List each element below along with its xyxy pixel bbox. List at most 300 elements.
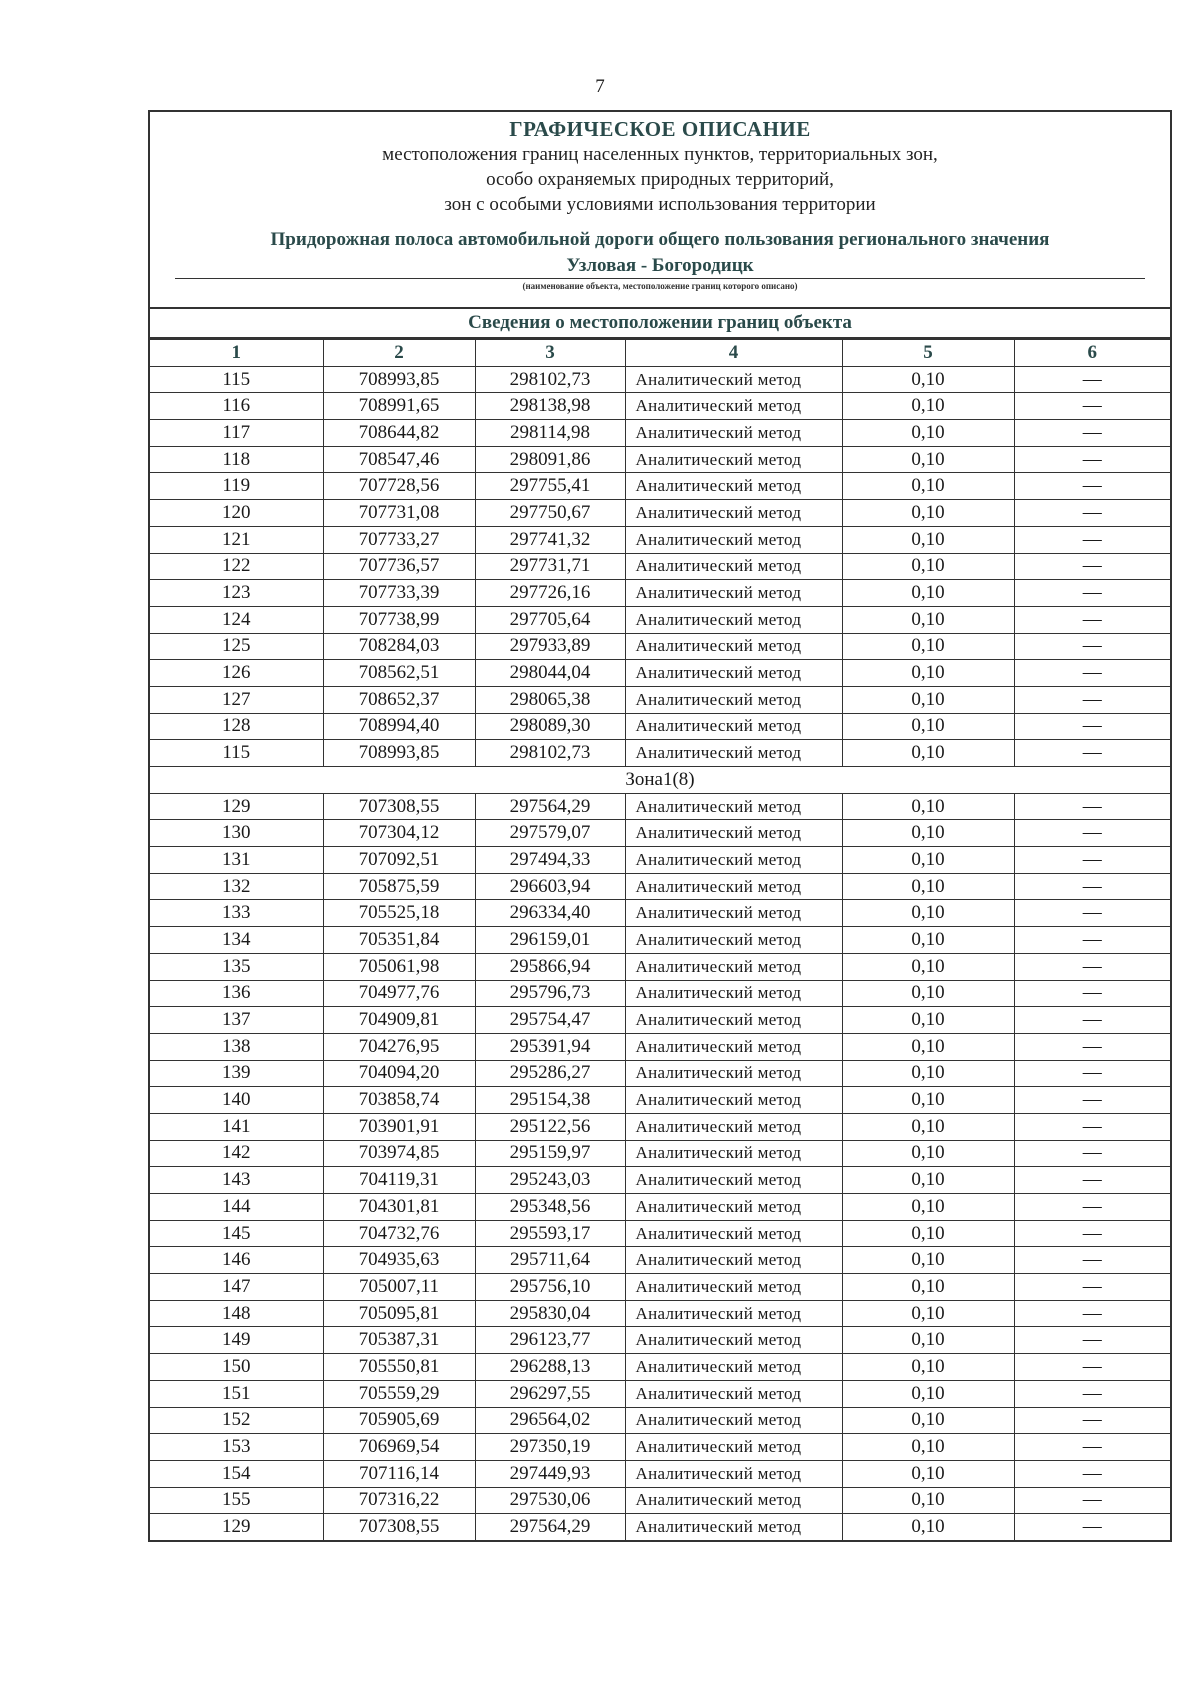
method-cell: Аналитический метод — [625, 1487, 842, 1514]
method-cell: Аналитический метод — [625, 713, 842, 740]
point-number-cell: 134 — [150, 927, 323, 954]
object-name: Придорожная полоса автомобильной дороги общего пользования регионального значения — [270, 229, 1050, 250]
point-number-cell: 122 — [150, 553, 323, 580]
table-row — [150, 1194, 1170, 1221]
description-cell: — — [1014, 1033, 1170, 1060]
method-cell: Аналитический метод — [625, 953, 842, 980]
accuracy-cell: 0,10 — [842, 900, 1014, 927]
point-number-cell: 128 — [150, 713, 323, 740]
accuracy-cell: 0,10 — [842, 446, 1014, 473]
accuracy-cell: 0,10 — [842, 1434, 1014, 1461]
accuracy-cell: 0,10 — [842, 820, 1014, 847]
table-row — [150, 1407, 1170, 1434]
y-coordinate-cell: 296334,40 — [475, 900, 625, 927]
point-number-cell: 151 — [150, 1380, 323, 1407]
x-coordinate-cell: 704301,81 — [323, 1194, 475, 1221]
y-coordinate-cell: 297350,19 — [475, 1434, 625, 1461]
description-cell: — — [1014, 660, 1170, 687]
point-number-cell: 121 — [150, 526, 323, 553]
point-number-cell: 120 — [150, 500, 323, 527]
table-row — [150, 500, 1170, 527]
subtitle-line: зон с особыми условиями использования территории — [444, 194, 876, 215]
method-cell: Аналитический метод — [625, 740, 842, 767]
x-coordinate-cell: 708284,03 — [323, 633, 475, 660]
accuracy-cell: 0,10 — [842, 1113, 1014, 1140]
accuracy-cell: 0,10 — [842, 793, 1014, 820]
x-coordinate-cell: 708994,40 — [323, 713, 475, 740]
x-coordinate-cell: 705351,84 — [323, 927, 475, 954]
description-cell: — — [1014, 633, 1170, 660]
table-row — [150, 580, 1170, 607]
y-coordinate-cell: 297755,41 — [475, 473, 625, 500]
y-coordinate-cell: 295391,94 — [475, 1033, 625, 1060]
point-number-cell: 138 — [150, 1033, 323, 1060]
table-row — [150, 420, 1170, 447]
x-coordinate-cell: 705905,69 — [323, 1407, 475, 1434]
y-coordinate-cell: 298044,04 — [475, 660, 625, 687]
x-coordinate-cell: 707733,27 — [323, 526, 475, 553]
x-coordinate-cell: 707304,12 — [323, 820, 475, 847]
point-number-cell: 131 — [150, 847, 323, 874]
method-cell: Аналитический метод — [625, 1140, 842, 1167]
x-coordinate-cell: 707728,56 — [323, 473, 475, 500]
accuracy-cell: 0,10 — [842, 953, 1014, 980]
x-coordinate-cell: 704276,95 — [323, 1033, 475, 1060]
table-row — [150, 900, 1170, 927]
x-coordinate-cell: 704732,76 — [323, 1220, 475, 1247]
accuracy-cell: 0,10 — [842, 1487, 1014, 1514]
method-cell: Аналитический метод — [625, 873, 842, 900]
x-coordinate-cell: 705387,31 — [323, 1327, 475, 1354]
table-row — [150, 847, 1170, 874]
y-coordinate-cell: 298114,98 — [475, 420, 625, 447]
method-cell: Аналитический метод — [625, 1060, 842, 1087]
table-row — [150, 1113, 1170, 1140]
table-row — [150, 633, 1170, 660]
y-coordinate-cell: 298065,38 — [475, 686, 625, 713]
table-header-row — [150, 340, 1170, 367]
method-cell: Аналитический метод — [625, 500, 842, 527]
x-coordinate-cell: 705550,81 — [323, 1354, 475, 1381]
x-coordinate-cell: 707738,99 — [323, 606, 475, 633]
x-coordinate-cell: 707736,57 — [323, 553, 475, 580]
x-coordinate-cell: 705061,98 — [323, 953, 475, 980]
y-coordinate-cell: 297530,06 — [475, 1487, 625, 1514]
accuracy-cell: 0,10 — [842, 1060, 1014, 1087]
method-cell: Аналитический метод — [625, 1194, 842, 1221]
point-number-cell: 118 — [150, 446, 323, 473]
document-title: ГРАФИЧЕСКОЕ ОПИСАНИЕ — [509, 117, 811, 141]
y-coordinate-cell: 296288,13 — [475, 1354, 625, 1381]
table-row — [150, 980, 1170, 1007]
accuracy-cell: 0,10 — [842, 927, 1014, 954]
point-number-cell: 123 — [150, 580, 323, 607]
table-row — [150, 446, 1170, 473]
point-number-cell: 116 — [150, 393, 323, 420]
description-cell: — — [1014, 900, 1170, 927]
description-cell: — — [1014, 1194, 1170, 1221]
accuracy-cell: 0,10 — [842, 1407, 1014, 1434]
x-coordinate-cell: 707116,14 — [323, 1460, 475, 1487]
point-number-cell: 139 — [150, 1060, 323, 1087]
method-cell: Аналитический метод — [625, 980, 842, 1007]
y-coordinate-cell: 297731,71 — [475, 553, 625, 580]
y-coordinate-cell: 295866,94 — [475, 953, 625, 980]
table-row — [150, 606, 1170, 633]
x-coordinate-cell: 707731,08 — [323, 500, 475, 527]
method-cell: Аналитический метод — [625, 1514, 842, 1541]
point-number-cell: 132 — [150, 873, 323, 900]
zone-label: Зона1(8) — [150, 767, 1170, 794]
point-number-cell: 149 — [150, 1327, 323, 1354]
column-header: 2 — [323, 340, 475, 367]
description-cell: — — [1014, 1460, 1170, 1487]
table-row — [150, 1087, 1170, 1114]
description-cell: — — [1014, 1140, 1170, 1167]
y-coordinate-cell: 297449,93 — [475, 1460, 625, 1487]
method-cell: Аналитический метод — [625, 366, 842, 393]
point-number-cell: 141 — [150, 1113, 323, 1140]
x-coordinate-cell: 707733,39 — [323, 580, 475, 607]
point-number-cell: 129 — [150, 793, 323, 820]
table-row — [150, 366, 1170, 393]
y-coordinate-cell: 296297,55 — [475, 1380, 625, 1407]
accuracy-cell: 0,10 — [842, 1354, 1014, 1381]
accuracy-cell: 0,10 — [842, 1247, 1014, 1274]
table-row — [150, 660, 1170, 687]
method-cell: Аналитический метод — [625, 1247, 842, 1274]
x-coordinate-cell: 707308,55 — [323, 793, 475, 820]
section-title: Сведения о местоположении границ объекта — [150, 309, 1170, 339]
description-cell: — — [1014, 1407, 1170, 1434]
description-cell: — — [1014, 1113, 1170, 1140]
y-coordinate-cell: 298091,86 — [475, 446, 625, 473]
method-cell: Аналитический метод — [625, 526, 842, 553]
accuracy-cell: 0,10 — [842, 393, 1014, 420]
method-cell: Аналитический метод — [625, 1033, 842, 1060]
x-coordinate-cell: 707316,22 — [323, 1487, 475, 1514]
x-coordinate-cell: 708652,37 — [323, 686, 475, 713]
x-coordinate-cell: 708991,65 — [323, 393, 475, 420]
method-cell: Аналитический метод — [625, 1300, 842, 1327]
y-coordinate-cell: 296564,02 — [475, 1407, 625, 1434]
table-row — [150, 820, 1170, 847]
description-cell: — — [1014, 873, 1170, 900]
accuracy-cell: 0,10 — [842, 1033, 1014, 1060]
y-coordinate-cell: 295348,56 — [475, 1194, 625, 1221]
method-cell: Аналитический метод — [625, 793, 842, 820]
x-coordinate-cell: 706969,54 — [323, 1434, 475, 1461]
accuracy-cell: 0,10 — [842, 1274, 1014, 1301]
point-number-cell: 136 — [150, 980, 323, 1007]
description-cell: — — [1014, 820, 1170, 847]
x-coordinate-cell: 708993,85 — [323, 740, 475, 767]
description-cell: — — [1014, 1220, 1170, 1247]
description-cell: — — [1014, 1380, 1170, 1407]
accuracy-cell: 0,10 — [842, 1514, 1014, 1541]
accuracy-cell: 0,10 — [842, 1327, 1014, 1354]
column-header: 1 — [150, 340, 323, 367]
x-coordinate-cell: 703858,74 — [323, 1087, 475, 1114]
method-cell: Аналитический метод — [625, 660, 842, 687]
accuracy-cell: 0,10 — [842, 606, 1014, 633]
accuracy-cell: 0,10 — [842, 1460, 1014, 1487]
point-number-cell: 150 — [150, 1354, 323, 1381]
accuracy-cell: 0,10 — [842, 1087, 1014, 1114]
x-coordinate-cell: 703974,85 — [323, 1140, 475, 1167]
method-cell: Аналитический метод — [625, 420, 842, 447]
point-number-cell: 133 — [150, 900, 323, 927]
table-row — [150, 1380, 1170, 1407]
method-cell: Аналитический метод — [625, 633, 842, 660]
accuracy-cell: 0,10 — [842, 873, 1014, 900]
description-cell: — — [1014, 606, 1170, 633]
y-coordinate-cell: 297564,29 — [475, 1514, 625, 1541]
y-coordinate-cell: 297741,32 — [475, 526, 625, 553]
x-coordinate-cell: 705095,81 — [323, 1300, 475, 1327]
description-cell: — — [1014, 1060, 1170, 1087]
description-cell: — — [1014, 1514, 1170, 1541]
y-coordinate-cell: 297579,07 — [475, 820, 625, 847]
subtitle-line: особо охраняемых природных территорий, — [486, 169, 834, 190]
accuracy-cell: 0,10 — [842, 473, 1014, 500]
table-row — [150, 1033, 1170, 1060]
method-cell: Аналитический метод — [625, 686, 842, 713]
description-cell: — — [1014, 526, 1170, 553]
point-number-cell: 153 — [150, 1434, 323, 1461]
table-row — [150, 873, 1170, 900]
method-cell: Аналитический метод — [625, 927, 842, 954]
x-coordinate-cell: 705559,29 — [323, 1380, 475, 1407]
point-number-cell: 126 — [150, 660, 323, 687]
y-coordinate-cell: 296603,94 — [475, 873, 625, 900]
table-row — [150, 1487, 1170, 1514]
point-number-cell: 137 — [150, 1007, 323, 1034]
accuracy-cell: 0,10 — [842, 1194, 1014, 1221]
method-cell: Аналитический метод — [625, 1113, 842, 1140]
x-coordinate-cell: 705875,59 — [323, 873, 475, 900]
method-cell: Аналитический метод — [625, 473, 842, 500]
y-coordinate-cell: 297564,29 — [475, 793, 625, 820]
point-number-cell: 155 — [150, 1487, 323, 1514]
column-header: 4 — [625, 340, 842, 367]
document-header — [150, 112, 1170, 309]
point-number-cell: 143 — [150, 1167, 323, 1194]
method-cell: Аналитический метод — [625, 446, 842, 473]
x-coordinate-cell: 704935,63 — [323, 1247, 475, 1274]
method-cell: Аналитический метод — [625, 1407, 842, 1434]
y-coordinate-cell: 297726,16 — [475, 580, 625, 607]
point-number-cell: 154 — [150, 1460, 323, 1487]
page-number: 7 — [595, 76, 605, 97]
table-row — [150, 686, 1170, 713]
x-coordinate-cell: 705007,11 — [323, 1274, 475, 1301]
y-coordinate-cell: 295711,64 — [475, 1247, 625, 1274]
method-cell: Аналитический метод — [625, 1354, 842, 1381]
table-row — [150, 1060, 1170, 1087]
subtitle-line: местоположения границ населенных пунктов, территориальных зон, — [382, 144, 938, 165]
description-cell: — — [1014, 713, 1170, 740]
y-coordinate-cell: 295754,47 — [475, 1007, 625, 1034]
y-coordinate-cell: 295796,73 — [475, 980, 625, 1007]
point-number-cell: 148 — [150, 1300, 323, 1327]
table-row — [150, 1220, 1170, 1247]
method-cell: Аналитический метод — [625, 1380, 842, 1407]
point-number-cell: 129 — [150, 1514, 323, 1541]
point-number-cell: 147 — [150, 1274, 323, 1301]
description-cell: — — [1014, 1007, 1170, 1034]
accuracy-cell: 0,10 — [842, 633, 1014, 660]
y-coordinate-cell: 298089,30 — [475, 713, 625, 740]
description-cell: — — [1014, 1354, 1170, 1381]
method-cell: Аналитический метод — [625, 820, 842, 847]
description-cell: — — [1014, 980, 1170, 1007]
x-coordinate-cell: 708547,46 — [323, 446, 475, 473]
description-cell: — — [1014, 500, 1170, 527]
accuracy-cell: 0,10 — [842, 1167, 1014, 1194]
y-coordinate-cell: 298102,73 — [475, 366, 625, 393]
document-frame — [148, 110, 1172, 1542]
method-cell: Аналитический метод — [625, 1087, 842, 1114]
zone-row — [150, 767, 1170, 794]
point-number-cell: 152 — [150, 1407, 323, 1434]
method-cell: Аналитический метод — [625, 393, 842, 420]
method-cell: Аналитический метод — [625, 847, 842, 874]
description-cell: — — [1014, 1247, 1170, 1274]
description-cell: — — [1014, 420, 1170, 447]
y-coordinate-cell: 296159,01 — [475, 927, 625, 954]
description-cell: — — [1014, 366, 1170, 393]
accuracy-cell: 0,10 — [842, 1380, 1014, 1407]
table-row — [150, 927, 1170, 954]
accuracy-cell: 0,10 — [842, 1300, 1014, 1327]
accuracy-cell: 0,10 — [842, 526, 1014, 553]
method-cell: Аналитический метод — [625, 553, 842, 580]
point-number-cell: 135 — [150, 953, 323, 980]
accuracy-cell: 0,10 — [842, 1007, 1014, 1034]
point-number-cell: 119 — [150, 473, 323, 500]
y-coordinate-cell: 295122,56 — [475, 1113, 625, 1140]
description-cell: — — [1014, 473, 1170, 500]
point-number-cell: 125 — [150, 633, 323, 660]
point-number-cell: 144 — [150, 1194, 323, 1221]
y-coordinate-cell: 298138,98 — [475, 393, 625, 420]
x-coordinate-cell: 704094,20 — [323, 1060, 475, 1087]
accuracy-cell: 0,10 — [842, 366, 1014, 393]
y-coordinate-cell: 295593,17 — [475, 1220, 625, 1247]
y-coordinate-cell: 295756,10 — [475, 1274, 625, 1301]
table-row — [150, 553, 1170, 580]
table-row — [150, 740, 1170, 767]
description-cell: — — [1014, 1274, 1170, 1301]
table-row — [150, 713, 1170, 740]
y-coordinate-cell: 297933,89 — [475, 633, 625, 660]
column-header: 6 — [1014, 340, 1170, 367]
method-cell: Аналитический метод — [625, 1007, 842, 1034]
y-coordinate-cell: 295830,04 — [475, 1300, 625, 1327]
description-cell: — — [1014, 446, 1170, 473]
table-row — [150, 1140, 1170, 1167]
x-coordinate-cell: 707092,51 — [323, 847, 475, 874]
method-cell: Аналитический метод — [625, 1220, 842, 1247]
point-number-cell: 124 — [150, 606, 323, 633]
accuracy-cell: 0,10 — [842, 740, 1014, 767]
x-coordinate-cell: 708993,85 — [323, 366, 475, 393]
table-row — [150, 953, 1170, 980]
description-cell: — — [1014, 1327, 1170, 1354]
point-number-cell: 146 — [150, 1247, 323, 1274]
table-row — [150, 1007, 1170, 1034]
table-row — [150, 393, 1170, 420]
description-cell: — — [1014, 580, 1170, 607]
table-row — [150, 1247, 1170, 1274]
point-number-cell: 115 — [150, 740, 323, 767]
method-cell: Аналитический метод — [625, 606, 842, 633]
point-number-cell: 130 — [150, 820, 323, 847]
description-cell: — — [1014, 1487, 1170, 1514]
description-cell: — — [1014, 793, 1170, 820]
y-coordinate-cell: 295159,97 — [475, 1140, 625, 1167]
column-header: 3 — [475, 340, 625, 367]
table-row — [150, 1354, 1170, 1381]
description-cell: — — [1014, 686, 1170, 713]
table-row — [150, 473, 1170, 500]
x-coordinate-cell: 708562,51 — [323, 660, 475, 687]
description-cell: — — [1014, 927, 1170, 954]
method-cell: Аналитический метод — [625, 1327, 842, 1354]
accuracy-cell: 0,10 — [842, 686, 1014, 713]
table-row — [150, 1274, 1170, 1301]
coordinates-table — [150, 339, 1170, 1542]
table-row — [150, 793, 1170, 820]
x-coordinate-cell: 703901,91 — [323, 1113, 475, 1140]
accuracy-cell: 0,10 — [842, 1220, 1014, 1247]
accuracy-cell: 0,10 — [842, 660, 1014, 687]
point-number-cell: 115 — [150, 366, 323, 393]
y-coordinate-cell: 297494,33 — [475, 847, 625, 874]
description-cell: — — [1014, 1087, 1170, 1114]
x-coordinate-cell: 705525,18 — [323, 900, 475, 927]
y-coordinate-cell: 295243,03 — [475, 1167, 625, 1194]
description-cell: — — [1014, 553, 1170, 580]
column-header: 5 — [842, 340, 1014, 367]
table-row — [150, 1514, 1170, 1541]
method-cell: Аналитический метод — [625, 580, 842, 607]
description-cell: — — [1014, 953, 1170, 980]
accuracy-cell: 0,10 — [842, 553, 1014, 580]
table-row — [150, 1167, 1170, 1194]
method-cell: Аналитический метод — [625, 1167, 842, 1194]
accuracy-cell: 0,10 — [842, 847, 1014, 874]
description-cell: — — [1014, 847, 1170, 874]
y-coordinate-cell: 296123,77 — [475, 1327, 625, 1354]
y-coordinate-cell: 295154,38 — [475, 1087, 625, 1114]
object-name-note: (наименование объекта, местоположение границ которого описано) — [522, 281, 798, 291]
x-coordinate-cell: 704977,76 — [323, 980, 475, 1007]
accuracy-cell: 0,10 — [842, 980, 1014, 1007]
point-number-cell: 140 — [150, 1087, 323, 1114]
point-number-cell: 117 — [150, 420, 323, 447]
description-cell: — — [1014, 1167, 1170, 1194]
method-cell: Аналитический метод — [625, 900, 842, 927]
point-number-cell: 127 — [150, 686, 323, 713]
description-cell: — — [1014, 1300, 1170, 1327]
table-row — [150, 1300, 1170, 1327]
table-row — [150, 1327, 1170, 1354]
accuracy-cell: 0,10 — [842, 420, 1014, 447]
x-coordinate-cell: 704119,31 — [323, 1167, 475, 1194]
description-cell: — — [1014, 1434, 1170, 1461]
